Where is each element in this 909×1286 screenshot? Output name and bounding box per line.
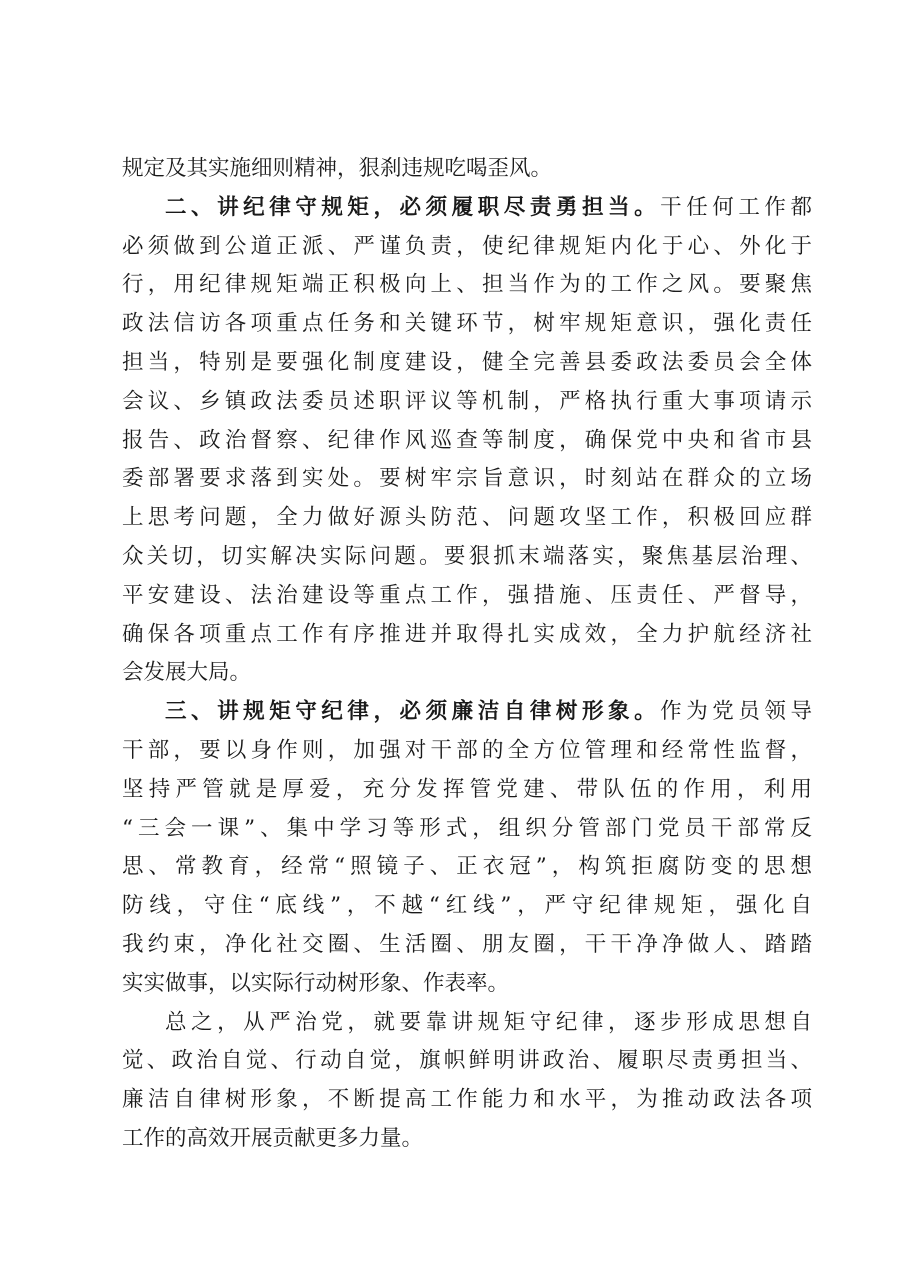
paragraph-text: 作为党员领导 — [660, 699, 812, 725]
paragraph-line: 行，用纪律规矩端正积极向上、担当作为的工作之风。要聚焦 — [122, 272, 812, 298]
section-heading: 三、讲规矩守纪律，必须廉洁自律树形象。 — [165, 699, 661, 725]
paragraph-first-line — [122, 693, 812, 732]
paragraph-line: 委部署要求落到实处。要树牢宗旨意识，时刻站在群众的立场 — [122, 466, 812, 492]
paragraph-line: 我约束，净化社交圈、生活圈、朋友圈，干干净净做人、踏踏 — [122, 931, 812, 957]
paragraph-line: 会议、乡镇政法委员述职评议等机制，严格执行重大事项请示 — [122, 388, 812, 414]
paragraph-line: 必须做到公道正派、严谨负责，使纪律规矩内化于心、外化于 — [122, 233, 812, 259]
paragraph-line: 廉洁自律树形象，不断提高工作能力和水平，为推动政法各项 — [122, 1087, 812, 1113]
paragraph-line: “三会一课”、集中学习等形式，组织分管部门党员干部常反 — [122, 815, 812, 841]
paragraph-line: 觉、政治自觉、行动自觉，旗帜鲜明讲政治、履职尽责勇担当、 — [122, 1048, 812, 1074]
paragraph-text: 干任何工作都 — [660, 194, 812, 220]
paragraph-line: 思、常教育，经常“照镜子、正衣冠”，构筑拒腐防变的思想 — [122, 854, 812, 880]
paragraph-line: 规定及其实施细则精神，狠刹违规吃喝歪风。 — [122, 156, 553, 181]
document-body — [122, 150, 812, 1159]
paragraph-line: 实实做事，以实际行动树形象、作表率。 — [122, 970, 510, 996]
paragraph-first-line: 总之，从严治党，就要靠讲规矩守纪律，逐步形成思想自 — [165, 1009, 812, 1035]
paragraph-line: 众关切，切实解决实际问题。要狠抓末端落实，聚焦基层治理、 — [122, 543, 812, 569]
paragraph-first-line — [122, 189, 812, 228]
paragraph-line: 上思考问题，全力做好源头防范、问题攻坚工作，积极回应群 — [122, 505, 812, 531]
paragraph-line: 确保各项重点工作有序推进并取得扎实成效，全力护航经济社 — [122, 621, 812, 647]
paragraph-line: 政法信访各项重点任务和关键环节，树牢规矩意识，强化责任 — [122, 311, 812, 337]
paragraph-line: 平安建设、法治建设等重点工作，强措施、压责任、严督导， — [122, 582, 812, 608]
paragraph-line: 报告、政治督察、纪律作风巡查等制度，确保党中央和省市县 — [122, 427, 812, 453]
paragraph-line: 防线，守住“底线”，不越“红线”，严守纪律规矩，强化自 — [122, 893, 812, 919]
section-heading: 二、讲纪律守规矩，必须履职尽责勇担当。 — [165, 194, 661, 220]
paragraph-line: 会发展大局。 — [122, 660, 252, 686]
paragraph-line: 干部，要以身作则，加强对干部的全方位管理和经常性监督， — [122, 737, 812, 763]
paragraph-line: 坚持严管就是厚爱，充分发挥管党建、带队伍的作用，利用 — [122, 776, 812, 802]
paragraph-line: 担当，特别是要强化制度建设，健全完善县委政法委员会全体 — [122, 349, 812, 375]
paragraph-line: 工作的高效开展贡献更多力量。 — [122, 1125, 424, 1151]
